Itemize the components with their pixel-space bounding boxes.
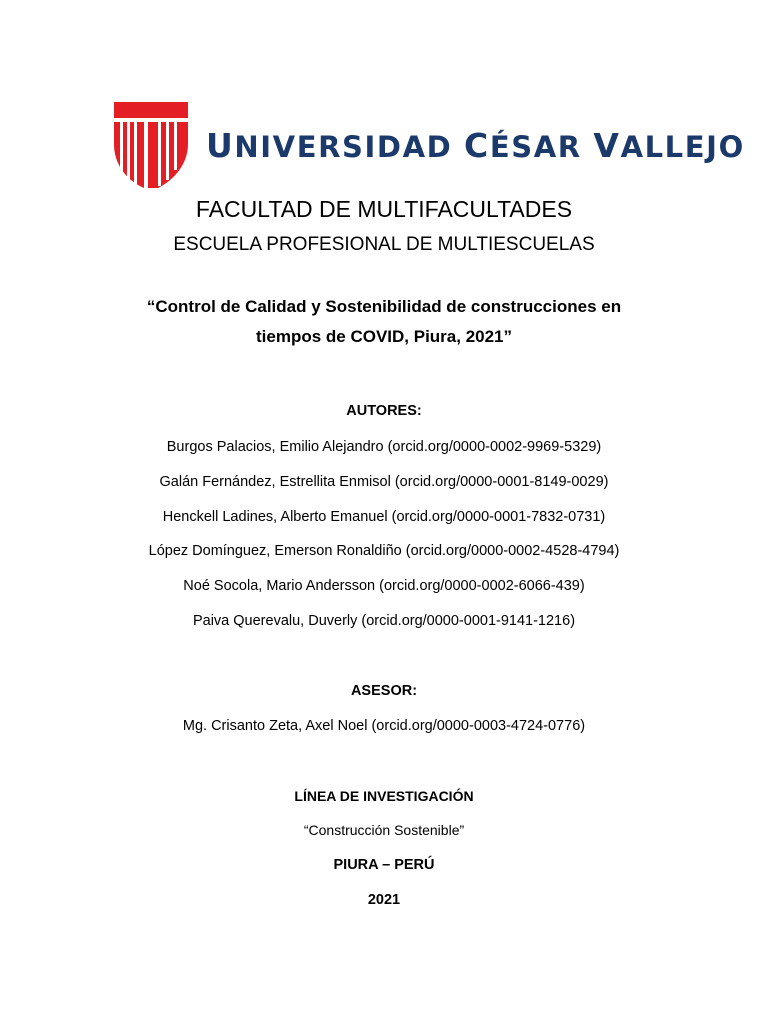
adviser-name: Mg. Crisanto Zeta, Axel Noel (orcid.org/0000-0003-4724-0776): [182, 718, 586, 734]
author-item: Galán Fernández, Estrellita Enmisol (orcid.org/0000-0001-8149-0029): [159, 473, 609, 490]
school-name: ESCUELA PROFESIONAL DE MULTIESCUELAS: [173, 234, 595, 255]
university-logo: [112, 100, 745, 190]
authors-list: [0, 438, 768, 647]
author-item: Burgos Palacios, Emilio Alejandro (orcid.org/0000-0002-9969-5329): [166, 439, 602, 455]
author-item: López Domínguez, Emerson Ronaldiño (orcid.org/0000-0002-4528-4794): [148, 543, 620, 560]
thesis-title-line-2: tiempos de COVID, Piura, 2021”: [255, 327, 513, 346]
faculty-name: FACULTAD DE MULTIFACULTADES: [195, 196, 573, 222]
shield-icon: [112, 100, 190, 188]
research-line-value: “Construcción Sostenible”: [303, 822, 465, 838]
author-item: Paiva Querevalu, Duverly (orcid.org/0000-0001-9141-1216): [192, 612, 576, 629]
thesis-title-line-1: “Control de Calidad y Sostenibilidad de construcciones en: [146, 297, 622, 316]
research-line-heading: LÍNEA DE INVESTIGACIÓN: [294, 788, 474, 804]
year: 2021: [367, 892, 401, 908]
authors-heading: AUTORES:: [346, 403, 422, 419]
thesis-title: [0, 292, 768, 352]
place: PIURA – PERÚ: [333, 857, 435, 873]
adviser-heading: ASESOR:: [350, 683, 418, 699]
university-name: UNIVERSIDAD CÉSAR VALLEJO: [206, 126, 745, 165]
author-item: Henckell Ladines, Alberto Emanuel (orcid.org/0000-0001-7832-0731): [162, 508, 606, 525]
author-item: Noé Socola, Mario Andersson (orcid.org/0000-0002-6066-439): [183, 578, 585, 595]
